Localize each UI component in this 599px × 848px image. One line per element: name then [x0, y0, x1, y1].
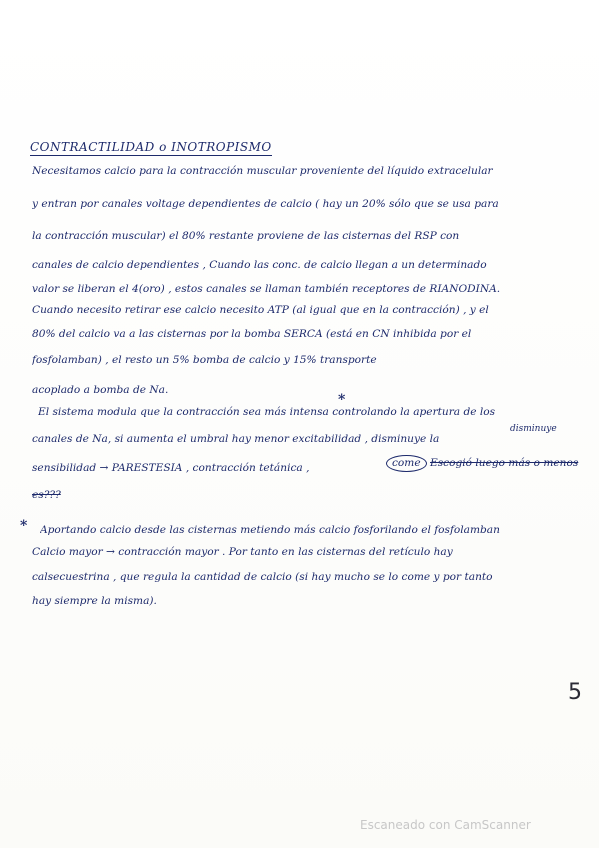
text-line: Calcio mayor → contracción mayor . Por tanto en las cisternas del retículo hay: [32, 546, 453, 558]
text-line: fosfolamban) , el resto un 5% bomba de calcio y 15% transporte: [32, 354, 377, 366]
struck-text: Escogió luego más o menos: [430, 457, 579, 469]
text-line: es???: [32, 489, 61, 501]
circled-word: come: [386, 455, 427, 472]
asterisk-mark: *: [338, 392, 346, 408]
text-line: valor se liberan el 4(oro) , estos canales se llaman también receptores de RIANODINA.: [32, 283, 501, 295]
scanner-watermark: Escaneado con CamScanner: [360, 818, 531, 832]
text-line: canales de Na, si aumenta el umbral hay menor excitabilidad , disminuye la: [32, 433, 440, 445]
text-line: Aportando calcio desde las cisternas metiendo más calcio fosforilando el fosfolamban: [40, 524, 500, 536]
text-line: 80% del calcio va a las cisternas por la bomba SERCA (está en CN inhibida por el: [32, 328, 472, 340]
text-line: Cuando necesito retirar ese calcio necesito ATP (al igual que en la contracción) , y el: [32, 304, 489, 316]
text-line: El sistema modula que la contracción sea más intensa controlando la apertura de los: [38, 406, 496, 418]
page-title: CONTRACTILIDAD o INOTROPISMO: [30, 140, 272, 154]
text-line: canales de calcio dependientes , Cuando las conc. de calcio llegan a un determinado: [32, 259, 487, 271]
text-line: hay siempre la misma).: [32, 595, 157, 607]
asterisk-mark: *: [20, 518, 28, 534]
page-number: 5: [568, 680, 582, 705]
correction-note: disminuye: [510, 424, 557, 434]
text-line: la contracción muscular) el 80% restante proviene de las cisternas del RSP con: [32, 230, 460, 242]
text-line: calsecuestrina , que regula la cantidad de calcio (si hay mucho se lo come y por tanto: [32, 571, 493, 583]
text-line: acoplado a bomba de Na.: [32, 384, 169, 396]
text-line: Necesitamos calcio para la contracción muscular proveniente del líquido extracelular: [32, 165, 493, 177]
text-line: y entran por canales voltage dependientes de calcio ( hay un 20% sólo que se usa para: [32, 198, 499, 210]
text-line: sensibilidad → PARESTESIA , contracción tetánica ,: [32, 462, 310, 474]
